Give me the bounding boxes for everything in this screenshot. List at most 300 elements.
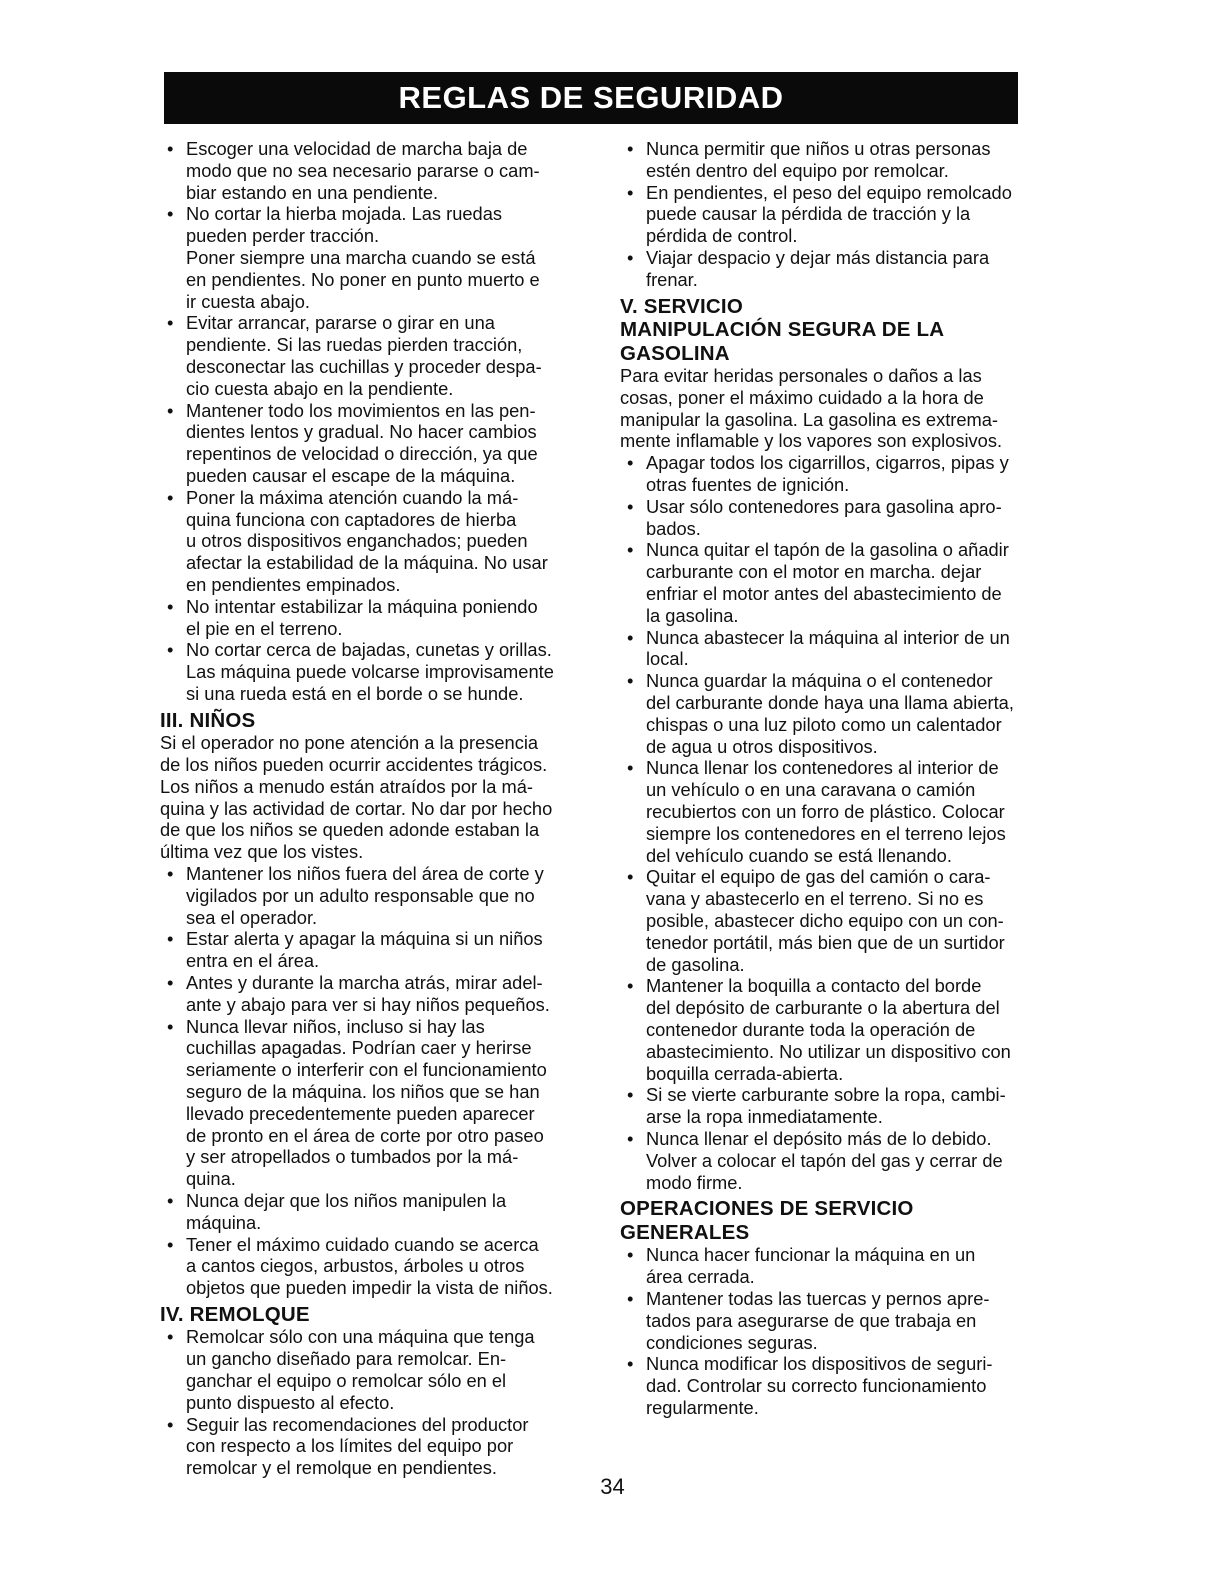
bullet-icon: • bbox=[627, 1244, 634, 1266]
text-line bbox=[160, 1037, 600, 1059]
text-line bbox=[620, 823, 1050, 845]
text-span: área cerrada. bbox=[646, 1266, 755, 1288]
text-span: Remolcar sólo con una máquina que tenga bbox=[186, 1326, 535, 1348]
text-line bbox=[620, 1084, 1050, 1106]
text-span: No cortar cerca de bajadas, cunetas y orillas. bbox=[186, 639, 552, 661]
right-column bbox=[620, 138, 1050, 1419]
text-line bbox=[620, 1019, 1050, 1041]
text-span: máquina. bbox=[186, 1211, 262, 1233]
text-span: Viajar despacio y dejar más distancia para bbox=[646, 246, 990, 268]
paragraph bbox=[620, 365, 1050, 452]
text-line bbox=[160, 863, 600, 885]
bullet-item bbox=[160, 863, 600, 928]
text-line bbox=[160, 443, 600, 465]
text-line bbox=[160, 798, 600, 820]
bullet-icon: • bbox=[627, 670, 634, 692]
text-line bbox=[160, 1303, 600, 1327]
bullet-item bbox=[620, 975, 1050, 1084]
bullet-item bbox=[160, 1326, 600, 1413]
text-span: pueden perder tracción. bbox=[186, 225, 380, 247]
text-line bbox=[620, 714, 1050, 736]
text-span: Mantener todo los movimientos en las pen- bbox=[186, 399, 536, 421]
text-span: quina y las actividad de cortar. No dar por hecho bbox=[160, 797, 553, 819]
text-line bbox=[160, 269, 600, 291]
bullet-item bbox=[160, 138, 600, 203]
section-heading bbox=[620, 295, 1050, 366]
bullet-icon: • bbox=[167, 639, 174, 661]
text-span: contenedor durante toda la operación de bbox=[646, 1018, 976, 1040]
text-line bbox=[160, 1277, 600, 1299]
text-span: biar estando en una pendiente. bbox=[186, 181, 439, 203]
text-span: estén dentro del equipo por remolcar. bbox=[646, 159, 949, 181]
text-span: Las máquina puede volcarse improvisamente bbox=[186, 661, 554, 683]
text-span: otras fuentes de ignición. bbox=[646, 474, 850, 496]
text-line bbox=[160, 994, 600, 1016]
bullet-item bbox=[620, 247, 1050, 291]
text-line bbox=[160, 683, 600, 705]
text-span: abastecimiento. No utilizar un dispositivo con bbox=[646, 1040, 1011, 1062]
text-span: seriamente o interferir con el funcionamiento bbox=[186, 1059, 547, 1081]
paragraph bbox=[160, 732, 600, 863]
bullet-icon: • bbox=[167, 1189, 174, 1211]
text-span: enfriar el motor antes del abastecimiento de bbox=[646, 583, 1002, 605]
text-span: recubiertos con un forro de plástico. Colocar bbox=[646, 801, 1005, 823]
text-span: quina. bbox=[186, 1168, 236, 1190]
text-span: tenedor portátil, más bien que de un surtidor bbox=[646, 931, 1005, 953]
text-line bbox=[160, 1348, 600, 1370]
text-span: Mantener la boquilla a contacto del borde bbox=[646, 975, 982, 997]
bullet-item bbox=[160, 972, 600, 1016]
text-line bbox=[160, 421, 600, 443]
bullet-icon: • bbox=[167, 595, 174, 617]
text-span: remolcar y el remolque en pendientes. bbox=[186, 1457, 497, 1479]
bullet-icon: • bbox=[167, 928, 174, 950]
text-line bbox=[160, 1370, 600, 1392]
text-line bbox=[160, 552, 600, 574]
bullet-icon: • bbox=[627, 1287, 634, 1309]
text-span: modo firme. bbox=[646, 1171, 743, 1193]
bullet-icon: • bbox=[627, 495, 634, 517]
text-span: Escoger una velocidad de marcha baja de bbox=[186, 138, 528, 159]
bullet-icon: • bbox=[627, 866, 634, 888]
text-line bbox=[160, 1414, 600, 1436]
text-line bbox=[620, 387, 1050, 409]
text-line bbox=[620, 295, 1050, 319]
text-line bbox=[620, 518, 1050, 540]
bullet-item bbox=[620, 496, 1050, 540]
text-span: ante y abajo para ver si hay niños pequeños. bbox=[186, 993, 550, 1015]
text-span: punto dispuesto al efecto. bbox=[186, 1391, 395, 1413]
left-column bbox=[160, 138, 600, 1479]
text-span: un vehículo o en una caravana o camión bbox=[646, 779, 976, 801]
bullet-item bbox=[160, 312, 600, 399]
bullet-item bbox=[160, 596, 600, 640]
bullet-item bbox=[620, 1084, 1050, 1128]
bullet-icon: • bbox=[627, 1127, 634, 1149]
text-span: manipular la gasolina. La gasolina es extrema- bbox=[620, 408, 999, 430]
text-span: regularmente. bbox=[646, 1396, 759, 1418]
text-span: llevado precedentemente pueden aparecer bbox=[186, 1102, 535, 1124]
text-span: siempre los contenedores en el terreno lejos bbox=[646, 822, 1006, 844]
text-line bbox=[160, 709, 600, 733]
text-span: cuchillas apagadas. Podrían caer y herirse bbox=[186, 1037, 532, 1059]
text-line bbox=[620, 1310, 1050, 1332]
text-span: pendiente. Si las ruedas pierden tracción, bbox=[186, 334, 523, 356]
text-span: Si se vierte carburante sobre la ropa, cambi- bbox=[646, 1084, 1006, 1106]
text-span: IV. REMOLQUE bbox=[160, 1302, 310, 1326]
bullet-item bbox=[160, 400, 600, 487]
text-span: puede causar la pérdida de tracción y la bbox=[646, 203, 971, 225]
text-span: Nunca abastecer la máquina al interior de un bbox=[646, 626, 1010, 648]
bullet-item bbox=[620, 138, 1050, 182]
section-heading bbox=[160, 709, 600, 733]
bullet-item bbox=[620, 1244, 1050, 1288]
text-span: el pie en el terreno. bbox=[186, 617, 343, 639]
text-span: Nunca permitir que niños u otras personas bbox=[646, 138, 991, 159]
text-line bbox=[160, 182, 600, 204]
text-span: Evitar arrancar, pararse o girar en una bbox=[186, 312, 495, 334]
text-span: cosas, poner el máximo cuidado a la hora de bbox=[620, 386, 984, 408]
text-line bbox=[620, 583, 1050, 605]
text-line bbox=[160, 247, 600, 269]
bullet-item bbox=[160, 1414, 600, 1479]
text-line bbox=[620, 888, 1050, 910]
bullet-item bbox=[620, 182, 1050, 247]
text-line bbox=[160, 1146, 600, 1168]
bullet-item bbox=[620, 452, 1050, 496]
bullet-icon: • bbox=[167, 863, 174, 884]
text-span: chispas o una luz piloto como un calentador bbox=[646, 713, 1002, 735]
text-line bbox=[160, 465, 600, 487]
text-span: condiciones seguras. bbox=[646, 1331, 818, 1353]
text-line bbox=[160, 639, 600, 661]
text-line bbox=[160, 1234, 600, 1256]
bullet-icon: • bbox=[167, 1233, 174, 1255]
text-span: Para evitar heridas personales o daños a las bbox=[620, 365, 982, 387]
text-span: No intentar estabilizar la máquina poniendo bbox=[186, 595, 538, 617]
bullet-icon: • bbox=[627, 539, 634, 561]
bullet-item bbox=[620, 1353, 1050, 1418]
text-line bbox=[620, 605, 1050, 627]
text-line bbox=[160, 138, 600, 160]
text-span: vana y abastecerlo en el terreno. Si no es bbox=[646, 888, 984, 910]
text-line bbox=[160, 291, 600, 313]
text-span: III. NIÑOS bbox=[160, 708, 256, 732]
text-line bbox=[160, 574, 600, 596]
text-line bbox=[620, 910, 1050, 932]
text-span: Nunca guardar la máquina o el contenedor bbox=[646, 670, 993, 692]
text-span: V. SERVICIO bbox=[620, 294, 743, 318]
text-line bbox=[160, 732, 600, 754]
text-span: con respecto a los límites del equipo por bbox=[186, 1435, 514, 1457]
text-line bbox=[620, 627, 1050, 649]
text-span: en pendientes empinados. bbox=[186, 573, 401, 595]
text-line bbox=[620, 365, 1050, 387]
text-span: arse la ropa inmediatamente. bbox=[646, 1106, 883, 1128]
text-line bbox=[620, 954, 1050, 976]
text-span: del depósito de carburante o la abertura del bbox=[646, 997, 1000, 1019]
text-line bbox=[620, 1353, 1050, 1375]
bullet-item bbox=[160, 928, 600, 972]
text-line bbox=[620, 138, 1050, 160]
bullet-icon: • bbox=[627, 1084, 634, 1106]
text-line bbox=[620, 342, 1050, 366]
text-span: Nunca llenar los contenedores al interior de bbox=[646, 757, 999, 779]
text-span: en pendientes. No poner en punto muerto e bbox=[186, 268, 540, 290]
text-span: Nunca quitar el tapón de la gasolina o añadir bbox=[646, 539, 1009, 561]
text-line bbox=[620, 1063, 1050, 1085]
text-span: Nunca llevar niños, incluso si hay las bbox=[186, 1015, 485, 1037]
bullet-item bbox=[160, 1234, 600, 1299]
text-line bbox=[160, 1392, 600, 1414]
text-span: u otros dispositivos enganchados; pueden bbox=[186, 530, 528, 552]
text-line bbox=[620, 1244, 1050, 1266]
bullet-item bbox=[160, 1190, 600, 1234]
text-span: MANIPULACIÓN SEGURA DE LA bbox=[620, 318, 945, 342]
text-span: bados. bbox=[646, 517, 701, 539]
text-span: dientes lentos y gradual. No hacer cambios bbox=[186, 421, 537, 443]
text-span: y ser atropellados o tumbados por la má- bbox=[186, 1146, 519, 1168]
bullet-icon: • bbox=[627, 975, 634, 997]
text-span: Si el operador no pone atención a la presencia bbox=[160, 732, 539, 754]
text-line bbox=[160, 1103, 600, 1125]
bullet-icon: • bbox=[167, 399, 174, 421]
bullet-item bbox=[620, 627, 1050, 671]
text-line bbox=[160, 400, 600, 422]
text-span: Usar sólo contenedores para gasolina apro- bbox=[646, 495, 1002, 517]
text-line bbox=[620, 1041, 1050, 1063]
section-heading bbox=[620, 1197, 1050, 1244]
text-line bbox=[160, 754, 600, 776]
text-span: pérdida de control. bbox=[646, 225, 798, 247]
bullet-icon: • bbox=[627, 452, 634, 474]
text-line bbox=[160, 1125, 600, 1147]
text-line bbox=[160, 907, 600, 929]
text-line bbox=[160, 841, 600, 863]
bullet-item bbox=[160, 639, 600, 704]
text-line bbox=[160, 972, 600, 994]
text-span: del carburante donde haya una llama abierta, bbox=[646, 692, 1014, 714]
text-line bbox=[620, 247, 1050, 269]
text-span: de pronto en el área de corte por otro paseo bbox=[186, 1124, 544, 1146]
bullet-icon: • bbox=[627, 626, 634, 648]
text-line bbox=[620, 801, 1050, 823]
text-line bbox=[620, 1221, 1050, 1245]
bullet-item bbox=[620, 539, 1050, 626]
text-line bbox=[160, 312, 600, 334]
text-span: repentinos de velocidad o dirección, ya que bbox=[186, 443, 538, 465]
text-line bbox=[620, 1397, 1050, 1419]
text-line bbox=[620, 1128, 1050, 1150]
text-line bbox=[620, 866, 1050, 888]
bullet-icon: • bbox=[627, 138, 634, 159]
text-span: frenar. bbox=[646, 268, 698, 290]
text-span: GENERALES bbox=[620, 1220, 750, 1244]
bullet-icon: • bbox=[167, 203, 174, 225]
text-span: Poner siempre una marcha cuando se está bbox=[186, 246, 536, 268]
text-line bbox=[620, 1197, 1050, 1221]
text-line bbox=[160, 950, 600, 972]
text-line bbox=[620, 203, 1050, 225]
text-line bbox=[620, 269, 1050, 291]
section-banner bbox=[164, 72, 1018, 124]
text-span: afectar la estabilidad de la máquina. No usar bbox=[186, 552, 548, 574]
text-span: cio cuesta abajo en la pendiente. bbox=[186, 377, 454, 399]
bullet-icon: • bbox=[627, 181, 634, 203]
text-line bbox=[160, 1190, 600, 1212]
bullet-icon: • bbox=[627, 757, 634, 779]
text-line bbox=[620, 496, 1050, 518]
text-line bbox=[620, 1332, 1050, 1354]
text-line bbox=[160, 661, 600, 683]
text-line bbox=[160, 334, 600, 356]
text-line bbox=[620, 539, 1050, 561]
text-span: entra en el área. bbox=[186, 950, 320, 972]
bullet-icon: • bbox=[627, 246, 634, 268]
text-span: quina funciona con captadores de hierba bbox=[186, 508, 517, 530]
text-line bbox=[620, 1172, 1050, 1194]
text-span: objetos que pueden impedir la vista de niños. bbox=[186, 1277, 553, 1299]
text-line bbox=[620, 757, 1050, 779]
text-line bbox=[160, 509, 600, 531]
text-line bbox=[620, 1106, 1050, 1128]
text-span: de que los niños se queden adonde estaban la bbox=[160, 819, 540, 841]
text-line bbox=[160, 928, 600, 950]
bullet-icon: • bbox=[167, 971, 174, 993]
text-span: ir cuesta abajo. bbox=[186, 290, 310, 312]
text-span: posible, abastecer dicho equipo con un con- bbox=[646, 910, 1004, 931]
bullet-icon: • bbox=[167, 312, 174, 334]
text-span: boquilla cerrada-abierta. bbox=[646, 1062, 844, 1084]
text-span: Nunca dejar que los niños manipulen la bbox=[186, 1189, 507, 1211]
text-span: Seguir las recomendaciones del productor bbox=[186, 1413, 529, 1435]
text-line bbox=[160, 378, 600, 400]
text-span: de gasolina. bbox=[646, 953, 745, 975]
text-line bbox=[160, 1059, 600, 1081]
text-span: OPERACIONES DE SERVICIO bbox=[620, 1197, 914, 1221]
text-line bbox=[620, 409, 1050, 431]
text-line bbox=[620, 736, 1050, 758]
text-line bbox=[160, 776, 600, 798]
text-line bbox=[620, 997, 1050, 1019]
text-span: Antes y durante la marcha atrás, mirar adel- bbox=[186, 971, 543, 993]
text-span: Tener el máximo cuidado cuando se acerca bbox=[186, 1233, 539, 1255]
text-span: tados para asegurarse de que trabaja en bbox=[646, 1309, 977, 1331]
text-line bbox=[620, 1150, 1050, 1172]
bullet-icon: • bbox=[167, 1326, 174, 1348]
text-line bbox=[160, 819, 600, 841]
text-line bbox=[160, 203, 600, 225]
text-line bbox=[620, 1375, 1050, 1397]
text-span: Quitar el equipo de gas del camión o cara- bbox=[646, 866, 991, 888]
text-line bbox=[620, 318, 1050, 342]
text-span: del vehículo cuando se está llenando. bbox=[646, 844, 952, 866]
text-line bbox=[160, 356, 600, 378]
text-line bbox=[620, 779, 1050, 801]
bullet-item bbox=[620, 670, 1050, 757]
text-span: Poner la máxima atención cuando la má- bbox=[186, 486, 519, 508]
text-line bbox=[160, 160, 600, 182]
text-span: sea el operador. bbox=[186, 906, 318, 928]
text-span: mente inflamable y los vapores son explosivos. bbox=[620, 430, 1003, 452]
text-line bbox=[160, 1016, 600, 1038]
text-line bbox=[620, 648, 1050, 670]
text-span: GASOLINA bbox=[620, 341, 730, 365]
text-line bbox=[620, 474, 1050, 496]
bullet-icon: • bbox=[167, 1015, 174, 1037]
text-span: local. bbox=[646, 648, 689, 670]
text-line bbox=[620, 1288, 1050, 1310]
bullet-item bbox=[620, 757, 1050, 866]
text-line bbox=[160, 530, 600, 552]
text-span: En pendientes, el peso del equipo remolcado bbox=[646, 181, 1012, 203]
text-line bbox=[160, 1081, 600, 1103]
text-line bbox=[160, 1435, 600, 1457]
text-span: si una rueda está en el borde o se hunde. bbox=[186, 682, 524, 704]
bullet-item bbox=[160, 487, 600, 596]
bullet-item bbox=[160, 1016, 600, 1190]
text-line bbox=[160, 596, 600, 618]
text-span: modo que no sea necesario pararse o cam- bbox=[186, 159, 540, 181]
text-span: de agua u otros dispositivos. bbox=[646, 735, 878, 757]
text-line bbox=[620, 160, 1050, 182]
bullet-item bbox=[160, 203, 600, 312]
text-span: Mantener los niños fuera del área de corte y bbox=[186, 863, 544, 884]
text-span: Mantener todas las tuercas y pernos apre- bbox=[646, 1287, 990, 1309]
text-line bbox=[620, 670, 1050, 692]
text-span: No cortar la hierba mojada. Las ruedas bbox=[186, 203, 503, 225]
banner-title: REGLAS DE SEGURIDAD bbox=[398, 80, 784, 115]
bullet-item bbox=[620, 866, 1050, 975]
bullet-item bbox=[620, 1128, 1050, 1193]
text-line bbox=[160, 1326, 600, 1348]
bullet-icon: • bbox=[627, 1353, 634, 1375]
text-line bbox=[160, 1168, 600, 1190]
text-line bbox=[160, 618, 600, 640]
text-line bbox=[620, 845, 1050, 867]
text-line bbox=[620, 225, 1050, 247]
text-line bbox=[620, 975, 1050, 997]
text-span: un gancho diseñado para remolcar. En- bbox=[186, 1348, 507, 1370]
text-span: de los niños pueden ocurrir accidentes trágicos. bbox=[160, 754, 548, 776]
text-span: la gasolina. bbox=[646, 604, 739, 626]
text-line bbox=[620, 561, 1050, 583]
text-span: Apagar todos los cigarrillos, cigarros, pipas y bbox=[646, 452, 1009, 474]
text-line bbox=[160, 487, 600, 509]
text-span: a cantos ciegos, arbustos, árboles u otros bbox=[186, 1255, 525, 1277]
bullet-icon: • bbox=[167, 1413, 174, 1435]
text-span: Volver a colocar el tapón del gas y cerrar de bbox=[646, 1149, 1003, 1171]
text-line bbox=[620, 932, 1050, 954]
text-span: seguro de la máquina. los niños que se han bbox=[186, 1080, 540, 1102]
text-line bbox=[160, 1212, 600, 1234]
text-span: pueden causar el escape de la máquina. bbox=[186, 464, 516, 486]
text-line bbox=[620, 182, 1050, 204]
page-number: 34 bbox=[600, 1474, 625, 1499]
section-heading bbox=[160, 1303, 600, 1327]
text-line bbox=[160, 225, 600, 247]
text-span: última vez que los vistes. bbox=[160, 841, 364, 863]
text-span: carburante con el motor en marcha. dejar bbox=[646, 561, 982, 583]
text-span: Nunca hacer funcionar la máquina en un bbox=[646, 1244, 976, 1266]
text-line bbox=[620, 452, 1050, 474]
text-span: Nunca modificar los dispositivos de seguri- bbox=[646, 1353, 993, 1375]
bullet-icon: • bbox=[167, 486, 174, 508]
bullet-icon: • bbox=[167, 138, 174, 159]
text-span: ganchar el equipo o remolcar sólo en el bbox=[186, 1370, 507, 1392]
text-span: Estar alerta y apagar la máquina si un niños bbox=[186, 928, 543, 950]
text-line bbox=[620, 430, 1050, 452]
